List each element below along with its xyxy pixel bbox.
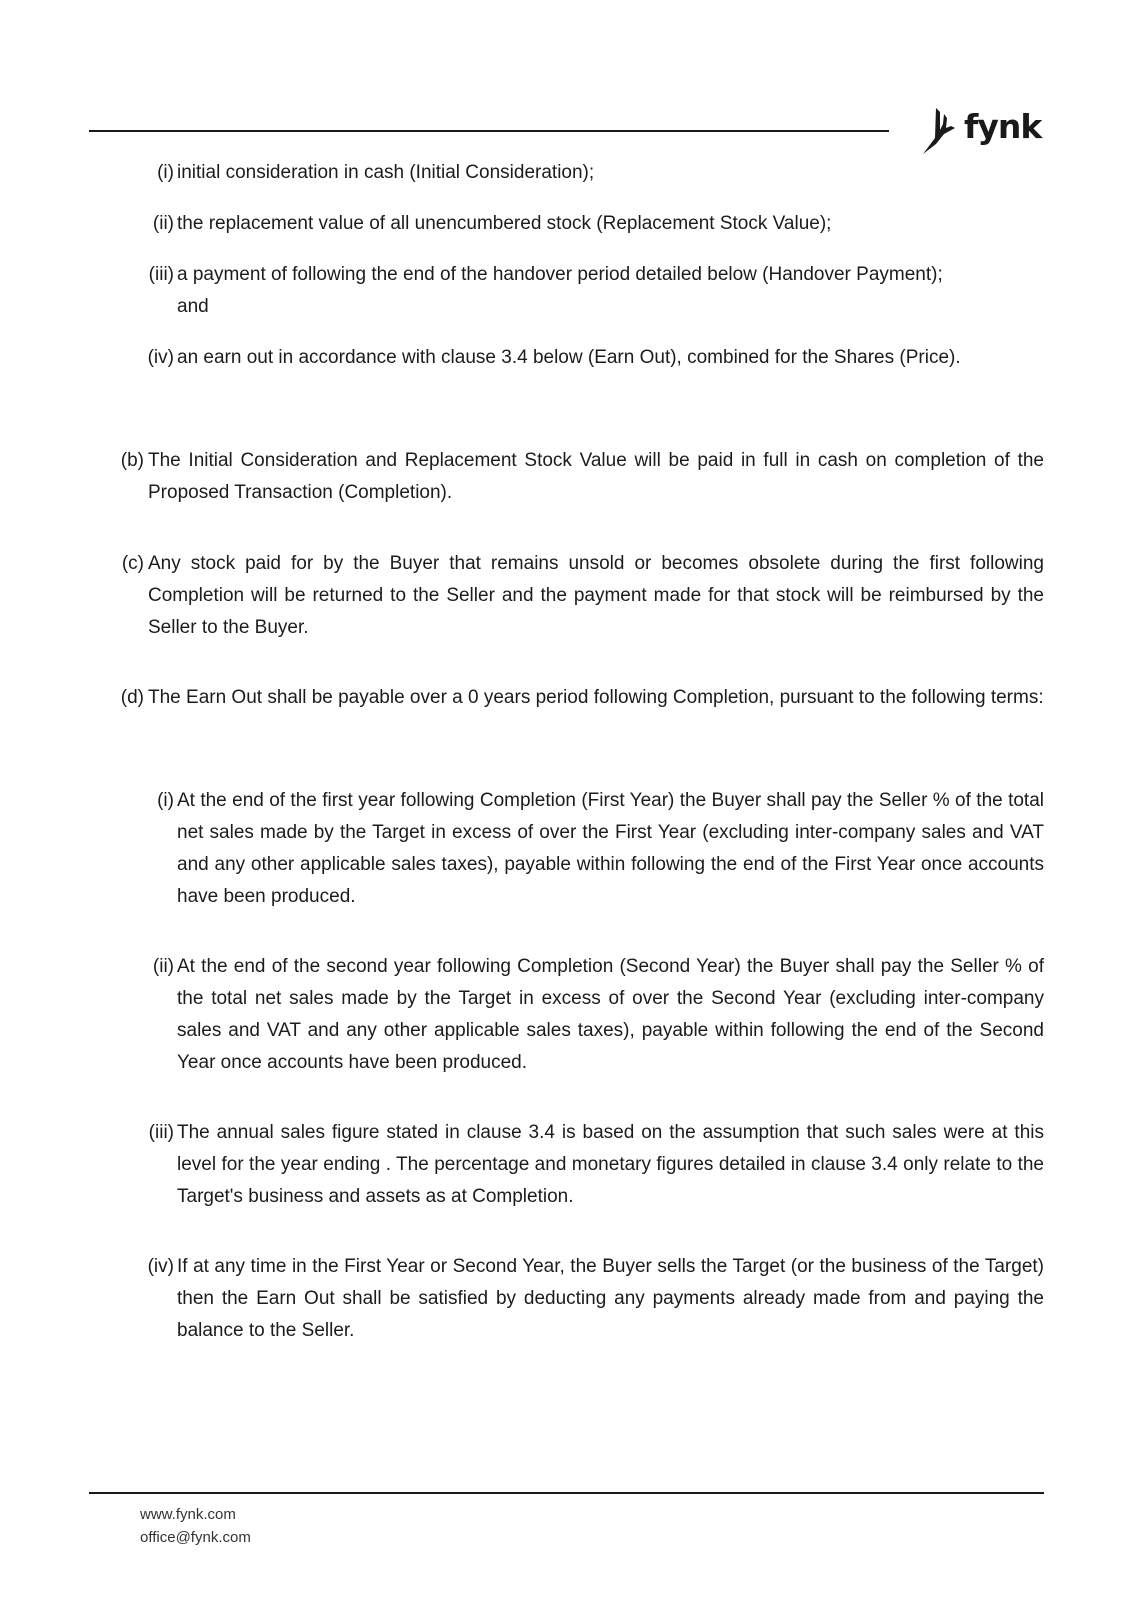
clause-b <box>0 445 1131 509</box>
clause-number: (iii) <box>148 264 174 285</box>
clause-text: The Earn Out shall be payable over a 0 years period following Completion, pursuant to the following terms: <box>148 687 1044 708</box>
clause-number: (ii) <box>152 213 174 234</box>
clause-c <box>0 548 1131 644</box>
fynk-bird-logo-icon <box>918 104 958 156</box>
clause-text: a payment of following the end of the handover period detailed below (Handover Payment); and <box>177 264 943 317</box>
clause-number: (ii) <box>152 956 174 977</box>
brand-logo <box>918 104 1041 160</box>
clause-d-iv <box>0 1251 1131 1347</box>
clause-a-i <box>0 157 1131 189</box>
footer-email[interactable]: office@fynk.com <box>140 1529 251 1546</box>
clause-number: (b) <box>120 450 144 471</box>
clause-text: Any stock paid for by the Buyer that remains unsold or becomes obsolete during the first following Completion will be returned to the Seller and the payment made for that stock will be reimbursed by the Seller to the Buyer. <box>148 553 1044 638</box>
brand-name: fynk <box>964 107 1042 146</box>
clause-text: The Initial Consideration and Replacement Stock Value will be paid in full in cash on completion of the Proposed Transaction (Completion). <box>148 450 1044 503</box>
clause-number: (d) <box>120 687 144 708</box>
footer-website[interactable]: www.fynk.com <box>140 1506 236 1523</box>
clause-text: If at any time in the First Year or Second Year, the Buyer sells the Target (or the business of the Target) then the Earn Out shall be satisfied by deducting any payments already made from and paying the balance to the Seller. <box>177 1256 1044 1341</box>
clause-d <box>0 682 1131 746</box>
clause-a-ii <box>0 208 1131 240</box>
clause-number: (iv) <box>147 1256 174 1277</box>
clause-number: (i) <box>157 790 174 811</box>
clause-text: the replacement value of all unencumbered stock (Replacement Stock Value); <box>177 213 832 234</box>
clause-number: (c) <box>121 553 144 574</box>
clause-a-iii <box>0 259 1131 323</box>
clause-text: The annual sales figure stated in clause 3.4 is based on the assumption that such sales were at this level for the year ending . The percentage and monetary figures detailed in clause 3.4 only relate to the Target's business and assets as at Completion. <box>177 1122 1044 1207</box>
clause-d-i <box>0 785 1131 913</box>
clause-d-ii <box>0 951 1131 1079</box>
clause-number: (iv) <box>147 347 174 368</box>
clause-d-iii <box>0 1117 1131 1213</box>
footer-divider <box>89 1492 1044 1494</box>
clause-text: At the end of the second year following Completion (Second Year) the Buyer shall pay the Seller % of the total net sales made by the Target in excess of over the Second Year (excluding inter-company sales and VAT and any other applicable sales taxes), payable within following the end of the Second Year once accounts have been produced. <box>177 956 1044 1073</box>
clause-text: an earn out in accordance with clause 3.4 below (Earn Out), combined for the Shares (Price). <box>177 347 961 368</box>
clause-number: (i) <box>157 162 174 183</box>
header-divider <box>89 130 889 132</box>
clause-text: initial consideration in cash (Initial Consideration); <box>177 162 595 183</box>
clause-a-iv <box>0 342 1131 406</box>
clause-text: At the end of the first year following Completion (First Year) the Buyer shall pay the Seller % of the total net sales made by the Target in excess of over the First Year (excluding inter-company sales and VAT and any other applicable sales taxes), payable within following the end of the First Year once accounts have been produced. <box>177 790 1044 907</box>
clause-number: (iii) <box>148 1122 174 1143</box>
